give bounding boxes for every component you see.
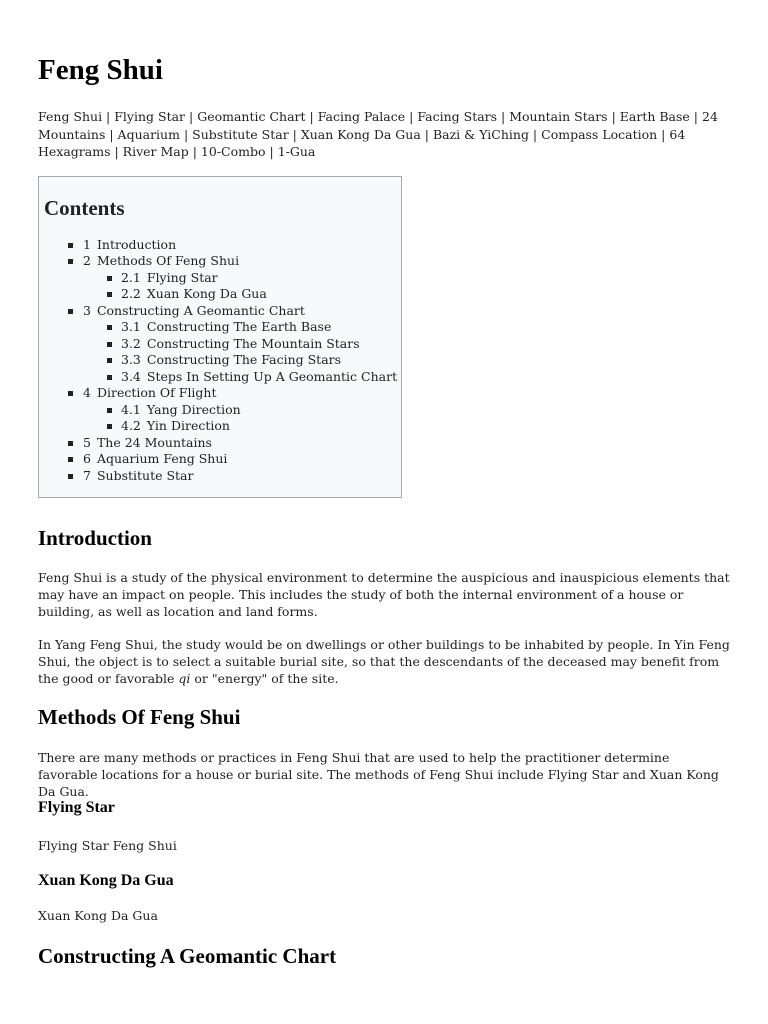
separator: | <box>405 109 418 124</box>
nav-link[interactable]: 24 Mountains <box>38 109 718 142</box>
toc-item-number: 2.2 <box>121 286 141 301</box>
toc-item-number: 2 <box>83 253 91 268</box>
table-of-contents <box>38 176 402 499</box>
toc-item[interactable] <box>44 468 395 485</box>
toc-item-label: Yin Direction <box>146 418 230 433</box>
intro-paragraph-2-text: In Yang Feng Shui, the study would be on dwellings or other buildings to be inhabited by people. In Yin Feng Shui, the object is to select a suitable burial site, so that the descendants of the deceased may benefit from the good or favorable <box>38 637 730 686</box>
nav-link[interactable]: Bazi & YiChing <box>432 126 529 142</box>
separator: | <box>497 109 510 124</box>
toc-item-number: 3.2 <box>121 335 141 351</box>
section-heading-constructing: Constructing A Geomantic Chart <box>38 944 337 968</box>
separator: | <box>110 144 123 159</box>
nav-link[interactable]: Earth Base <box>619 109 690 124</box>
separator: | <box>689 109 702 124</box>
toc-item[interactable] <box>44 286 395 303</box>
toc-item-label: Constructing The Earth Base <box>146 319 332 334</box>
nav-link[interactable]: Feng Shui <box>38 109 103 124</box>
qi-term: qi <box>178 671 191 686</box>
xuan-kong-text: Xuan Kong Da Gua <box>38 908 158 923</box>
nav-link[interactable]: Mountain Stars <box>509 109 608 124</box>
toc-item-number: 6 <box>83 451 91 466</box>
toc-item-label: Constructing The Facing Stars <box>146 352 342 367</box>
page-title: Feng Shui <box>38 54 163 86</box>
toc-item[interactable] <box>44 319 395 336</box>
nav-link[interactable]: Facing Palace <box>317 109 406 124</box>
flying-star-text: Flying Star Feng Shui <box>38 838 177 853</box>
separator: | <box>420 126 433 142</box>
toc-item-number: 3 <box>83 302 91 318</box>
nav-link[interactable]: River Map <box>122 144 189 159</box>
toc-item-label: Steps In Setting Up A Geomantic Chart <box>146 368 398 384</box>
toc-item-number: 3.4 <box>121 368 141 384</box>
separator: | <box>102 109 115 124</box>
navigation-links <box>38 108 730 161</box>
nav-link[interactable]: Geomantic Chart <box>197 109 306 124</box>
toc-item-label: Substitute Star <box>96 467 194 483</box>
toc-item[interactable] <box>44 270 395 287</box>
subsection-heading-xuan-kong: Xuan Kong Da Gua <box>38 872 174 889</box>
separator: | <box>288 126 301 142</box>
toc-heading: Contents <box>44 195 125 220</box>
section-heading-introduction: Introduction <box>38 526 152 550</box>
separator: | <box>305 109 318 124</box>
toc-item-label: The 24 Mountains <box>96 434 212 450</box>
toc-item-number: 1 <box>83 236 91 252</box>
toc-item-number: 7 <box>83 467 91 483</box>
toc-item-number: 4.1 <box>121 401 141 417</box>
toc-item-number: 3.3 <box>121 352 141 367</box>
separator: | <box>265 144 278 159</box>
toc-item-label: Yang Direction <box>146 401 241 417</box>
separator: | <box>105 126 118 142</box>
toc-item-number: 3.1 <box>121 319 141 334</box>
nav-link[interactable]: Substitute Star <box>192 126 289 142</box>
separator: | <box>657 126 670 142</box>
toc-item[interactable] <box>44 237 395 254</box>
nav-link[interactable]: Aquarium <box>117 126 180 142</box>
nav-link[interactable]: Flying Star <box>114 109 186 124</box>
toc-item-number: 4 <box>83 385 91 400</box>
toc-item-label: Constructing A Geomantic Chart <box>96 302 305 318</box>
nav-link[interactable]: Compass Location <box>541 126 658 142</box>
toc-item-label: Introduction <box>96 236 177 252</box>
toc-item-number: 5 <box>83 434 91 450</box>
toc-item[interactable] <box>44 368 398 386</box>
separator: | <box>179 126 193 142</box>
toc-item-number: 4.2 <box>121 418 141 433</box>
toc-item[interactable] <box>44 451 395 468</box>
toc-item[interactable] <box>44 418 395 435</box>
toc-item[interactable] <box>44 336 395 353</box>
toc-item[interactable] <box>44 253 395 270</box>
separator: | <box>528 126 542 142</box>
toc-list <box>44 236 398 485</box>
separator: | <box>607 109 620 124</box>
nav-link[interactable]: 1-Gua <box>277 144 316 159</box>
toc-item-number: 2.1 <box>121 269 141 285</box>
intro-paragraph-2 <box>38 636 730 687</box>
separator: | <box>188 144 201 159</box>
toc-item-label: Xuan Kong Da Gua <box>146 286 267 301</box>
intro-paragraph-1: Feng Shui is a study of the physical environment to determine the auspicious and inauspicious elements that may have an impact on people. This includes the study of both the internal environment of a house or building, as well as location and land forms. <box>38 570 730 619</box>
toc-item-label: Flying Star <box>146 269 218 285</box>
toc-item-label: Aquarium Feng Shui <box>96 451 228 466</box>
section-heading-methods: Methods Of Feng Shui <box>38 705 241 729</box>
intro-paragraph-2-text-end: or "energy" of the site. <box>190 671 339 686</box>
toc-item[interactable] <box>44 402 395 419</box>
toc-item[interactable] <box>44 435 395 452</box>
toc-item-label: Constructing The Mountain Stars <box>146 335 360 351</box>
nav-link[interactable]: 10-Combo <box>200 144 266 159</box>
methods-paragraph: There are many methods or practices in Feng Shui that are used to help the practitioner determine favorable locations for a house or burial site. The methods of Feng Shui include Flying Star and Xuan Kong Da Gua. <box>38 750 719 799</box>
toc-item-label: Methods Of Feng Shui <box>96 253 240 268</box>
nav-link[interactable]: 64 Hexagrams <box>38 126 686 159</box>
separator: | <box>185 109 198 124</box>
toc-item[interactable] <box>44 303 395 320</box>
toc-item[interactable] <box>44 385 395 402</box>
toc-item[interactable] <box>44 352 395 369</box>
nav-link[interactable]: Facing Stars <box>417 109 498 124</box>
toc-item-label: Direction Of Flight <box>96 385 217 400</box>
subsection-heading-flying-star: Flying Star <box>38 799 115 816</box>
nav-link[interactable]: Xuan Kong Da Gua <box>300 126 421 142</box>
